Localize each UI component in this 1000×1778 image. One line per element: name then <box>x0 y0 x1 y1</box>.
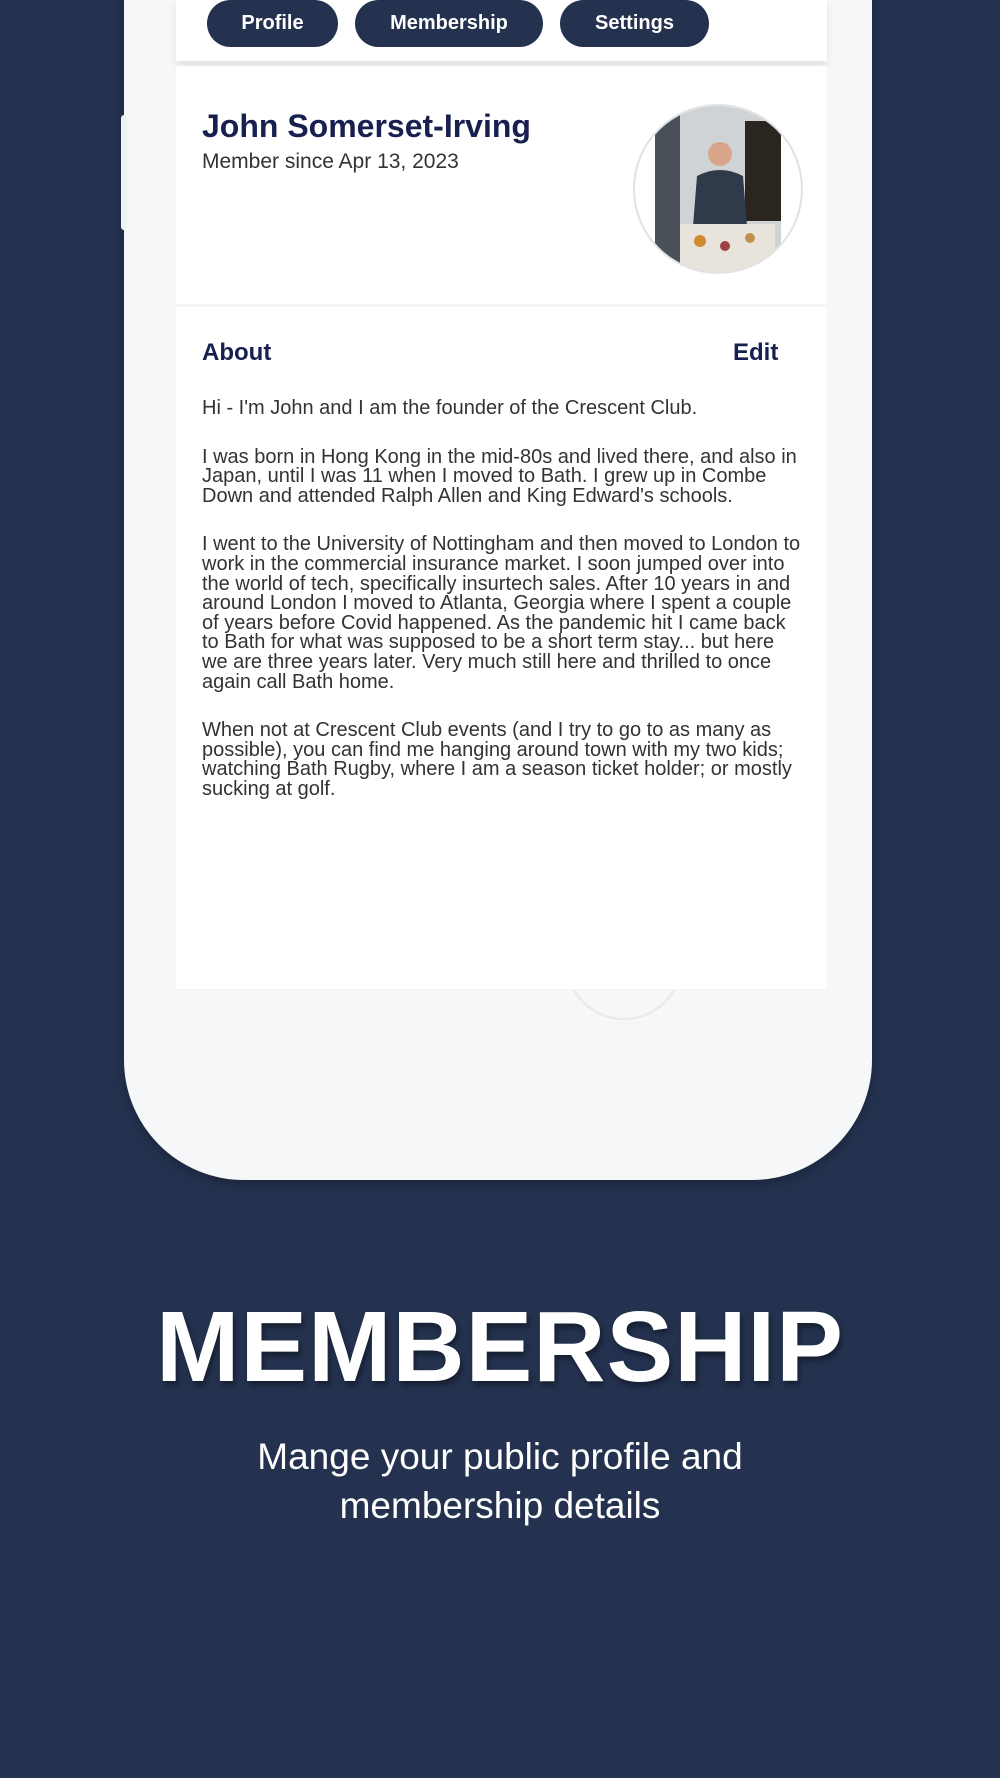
tab-bar <box>176 0 827 61</box>
tab-membership[interactable]: Membership <box>355 0 543 47</box>
avatar-photo <box>635 106 801 272</box>
about-heading: About <box>202 339 272 366</box>
avatar[interactable] <box>633 104 803 274</box>
promo-subtitle <box>0 1432 1000 1530</box>
tab-profile[interactable]: Profile <box>207 0 338 47</box>
phone-side-button <box>121 115 127 230</box>
about-bio <box>202 399 802 829</box>
tab-settings[interactable]: Settings <box>560 0 709 47</box>
promo-subtitle-line: membership details <box>339 1485 661 1526</box>
profile-card <box>176 66 827 304</box>
app-screen <box>176 0 827 990</box>
bio-paragraph: When not at Crescent Club events (and I try to go to as many as possible), you can find me hanging around town with my two kids; watching Bath Rugby, where I am a season ticket holder; or mostly sucking at golf. <box>202 719 792 800</box>
bio-paragraph: Hi - I'm John and I am the founder of the Crescent Club. <box>202 397 698 419</box>
promo-subtitle-line: Mange your public profile and <box>257 1436 743 1477</box>
profile-name: John Somerset-Irving <box>202 108 531 144</box>
bio-paragraph: I was born in Hong Kong in the mid-80s and lived there, and also in Japan, until I was 11 when I moved to Bath. I grew up in Combe Down and attended Ralph Allen and King Edward's schools. <box>202 445 797 507</box>
edit-about-button[interactable]: Edit <box>733 339 779 366</box>
member-since: Member since Apr 13, 2023 <box>202 150 459 173</box>
about-section <box>176 307 827 989</box>
promo-headline: MEMBERSHIP <box>156 1291 844 1403</box>
bio-paragraph: I went to the University of Nottingham and then moved to London to work in the commercial insurance market. I soon jumped over into the world of tech, specifically insurtech sales. After 10 years in and around London I moved to Atlanta, Georgia where I spent a couple of years before Covid happened. As the pandemic hit I came back to Bath for what was supposed to be a short term stay... but here we are three years later. Very much still here and thrilled to once again call Bath home. <box>202 533 801 693</box>
